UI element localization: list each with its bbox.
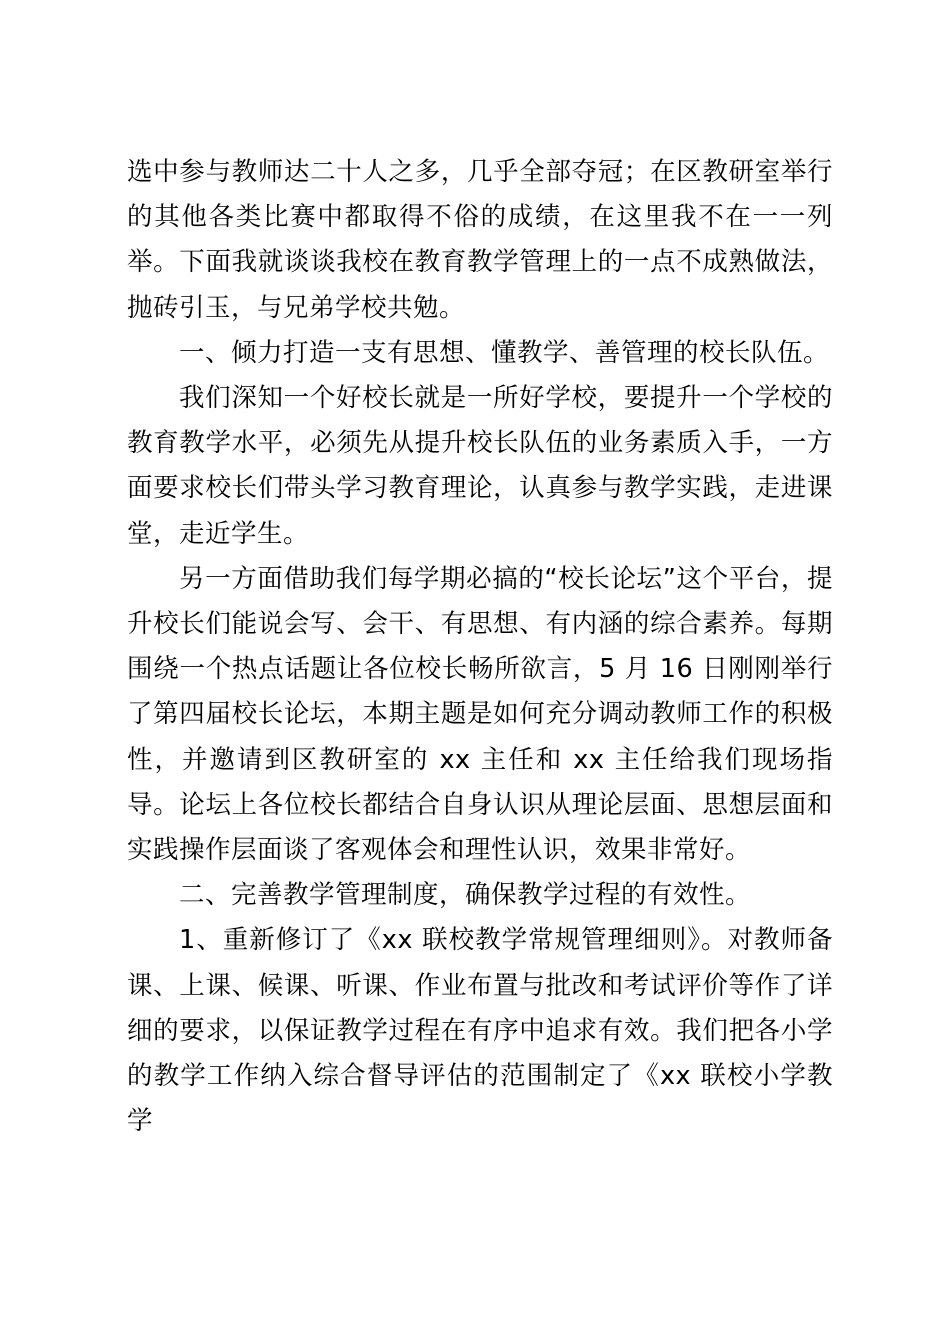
paragraph-regulations: 1、重新修订了《xx 联校教学常规管理细则》。对教师备课、上课、候课、听课、作业布置与批改和考试评价等作了详细的要求，以保证教学过程在有序中追求有效。我们把各小学的教学工作纳入综合督导评估的范围制定了《xx 联校小学教学 <box>127 925 833 1137</box>
paragraph-principal-forum: 另一方面借助我们每学期必搞的“校长论坛”这个平台，提升校长们能说会写、会干、有思想、有内涵的综合素养。每期围绕一个热点话题让各位校长畅所欲言，5 月 16 日刚刚举行了第四届校长论坛，本期主题是如何充分调动教师工作的积极性，并邀请到区教研室的 xx 主任和 xx 主任给我们现场指导。论坛上各位校长都结合自身认识从理论层面、思想层面和实践操作层面谈了客观体会和理性认识，效果非常好。 <box>127 563 833 866</box>
document-body <box>127 150 833 1144</box>
section-heading-1: 一、倾力打造一支有思想、懂教学、善管理的校长队伍。 <box>179 337 830 368</box>
paragraph-principal-quality: 我们深知一个好校长就是一所好学校，要提升一个学校的教育教学水平，必须先从提升校长队伍的业务素质入手，一方面要求校长们带头学习教育理论，认真参与教学实践，走进课堂，走近学生。 <box>127 383 833 549</box>
section-heading-2: 二、完善教学管理制度，确保教学过程的有效性。 <box>179 880 752 911</box>
paragraph-continuation: 选中参与教师达二十人之多，几乎全部夺冠；在区教研室举行的其他各类比赛中都取得不俗的成绩，在这里我不在一一列举。下面我就谈谈我校在教育教学管理上的一点不成熟做法，抛砖引玉，与兄弟学校共勉。 <box>127 157 833 323</box>
